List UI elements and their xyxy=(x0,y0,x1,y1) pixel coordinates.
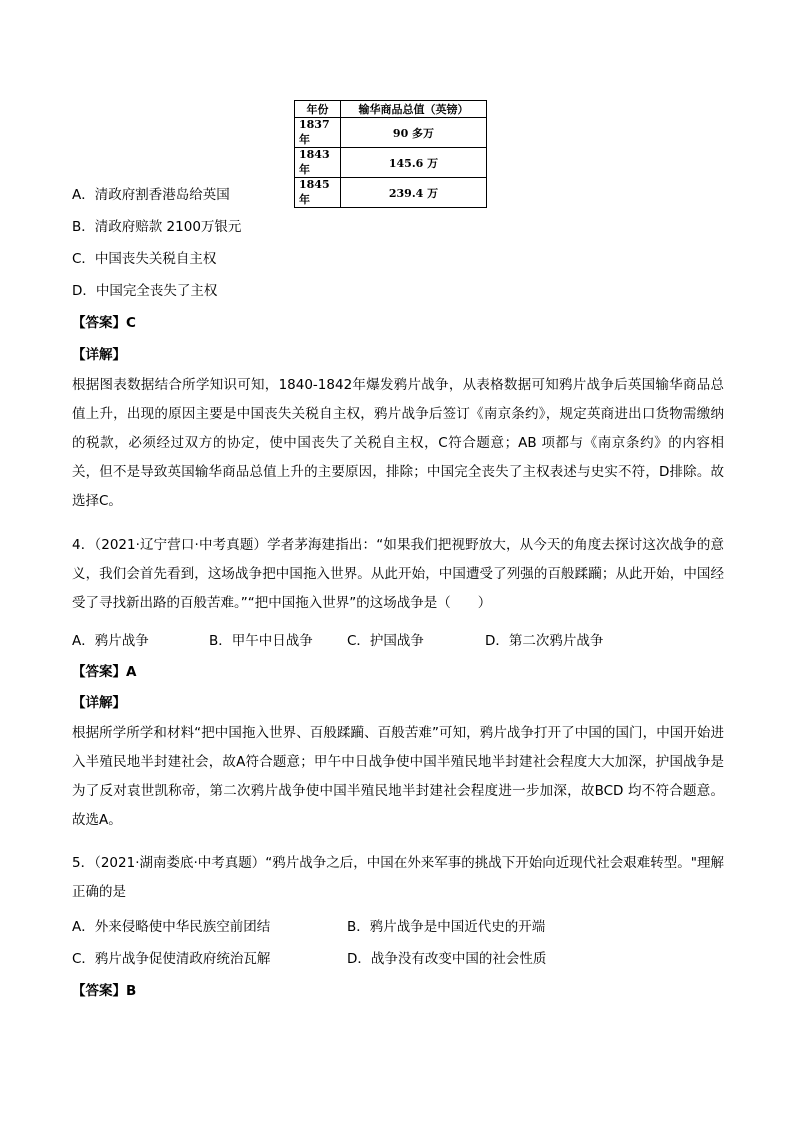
q4-option-d: D．第二次鸦片战争 xyxy=(485,633,604,649)
q4-option-c: C．护国战争 xyxy=(347,633,424,649)
q4-option-b: B．甲午中日战争 xyxy=(209,633,313,649)
q5-option-b: B．鸦片战争是中国近代史的开端 xyxy=(347,919,546,935)
table-cell-value: 239.4 万 xyxy=(341,178,487,208)
table-header-row xyxy=(295,101,487,118)
q3-answer: 【答案】C xyxy=(72,315,136,331)
q3-detail-label: 【详解】 xyxy=(72,347,126,363)
q5-answer: 【答案】B xyxy=(72,983,137,999)
q3-option-c: C．中国丧失关税自主权 xyxy=(72,251,217,267)
q4-answer: 【答案】A xyxy=(72,664,137,680)
export-value-table xyxy=(294,100,487,208)
q3-option-b: B．清政府赔款 2100万银元 xyxy=(72,219,242,235)
q5-option-a: A．外来侵略使中华民族空前团结 xyxy=(72,919,271,935)
table-row xyxy=(295,148,487,178)
q4-stem: 4．（2021·辽宁营口·中考真题）学者茅海建指出：“如果我们把视野放大，从今天的角度去探讨这次战争的意义，我们会首先看到，这场战争把中国拖入世界。从此开始，中国遭受了列强的百般蹂躏；从此开始，中国经受了寻找新出路的百般苦难。”“把中国拖入世界”的这场战争是（ ） xyxy=(72,537,724,611)
table-header-year: 年份 xyxy=(295,101,341,118)
table-row xyxy=(295,118,487,148)
table-cell-year: 1845 年 xyxy=(295,178,341,208)
table-cell-year: 1837 年 xyxy=(295,118,341,148)
table-cell-value: 145.6 万 xyxy=(341,148,487,178)
q3-option-d: D．中国完全丧失了主权 xyxy=(72,283,218,299)
q5-stem: 5．（2021·湖南娄底·中考真题）“鸦片战争之后，中国在外来军事的挑战下开始向近现代社会艰难转型。"理解正确的是 xyxy=(72,855,724,900)
table-cell-value: 90 多万 xyxy=(341,118,487,148)
q4-detail-label: 【详解】 xyxy=(72,695,126,711)
q5-option-d: D．战争没有改变中国的社会性质 xyxy=(347,951,547,967)
q4-option-a: A．鸦片战争 xyxy=(72,633,149,649)
q5-option-c: C．鸦片战争促使清政府统治瓦解 xyxy=(72,951,271,967)
q3-explanation: 根据图表数据结合所学知识可知，1840-1842年爆发鸦片战争，从表格数据可知鸦片战争后英国输华商品总值上升，出现的原因主要是中国丧失关税自主权，鸦片战争后签订《南京条约》，规定英商进出口货物需缴纳的税款，必须经过双方的协定，使中国丧失了关税自主权，C符合题意；AB 项都与《南京条约》的内容相关，但不是导致英国输华商品总值上升的主要原因，排除；中国完全丧失了主权表述与史实不符，D排除。故选择C。 xyxy=(72,377,724,509)
table-cell-year: 1843 年 xyxy=(295,148,341,178)
table-row xyxy=(295,178,487,208)
table-header-value: 输华商品总值（英镑） xyxy=(341,101,487,118)
q4-explanation: 根据所学所学和材料“把中国拖入世界、百般蹂躏、百般苦难”可知，鸦片战争打开了中国的国门，中国开始进入半殖民地半封建社会，故A符合题意；甲午中日战争使中国半殖民地半封建社会程度大大加深，护国战争是为了反对袁世凯称帝，第二次鸦片战争使中国半殖民地半封建社会程度进一步加深，故BCD 均不符合题意。故选A。 xyxy=(72,725,724,828)
q3-option-a: A．清政府割香港岛给英国 xyxy=(72,187,230,203)
